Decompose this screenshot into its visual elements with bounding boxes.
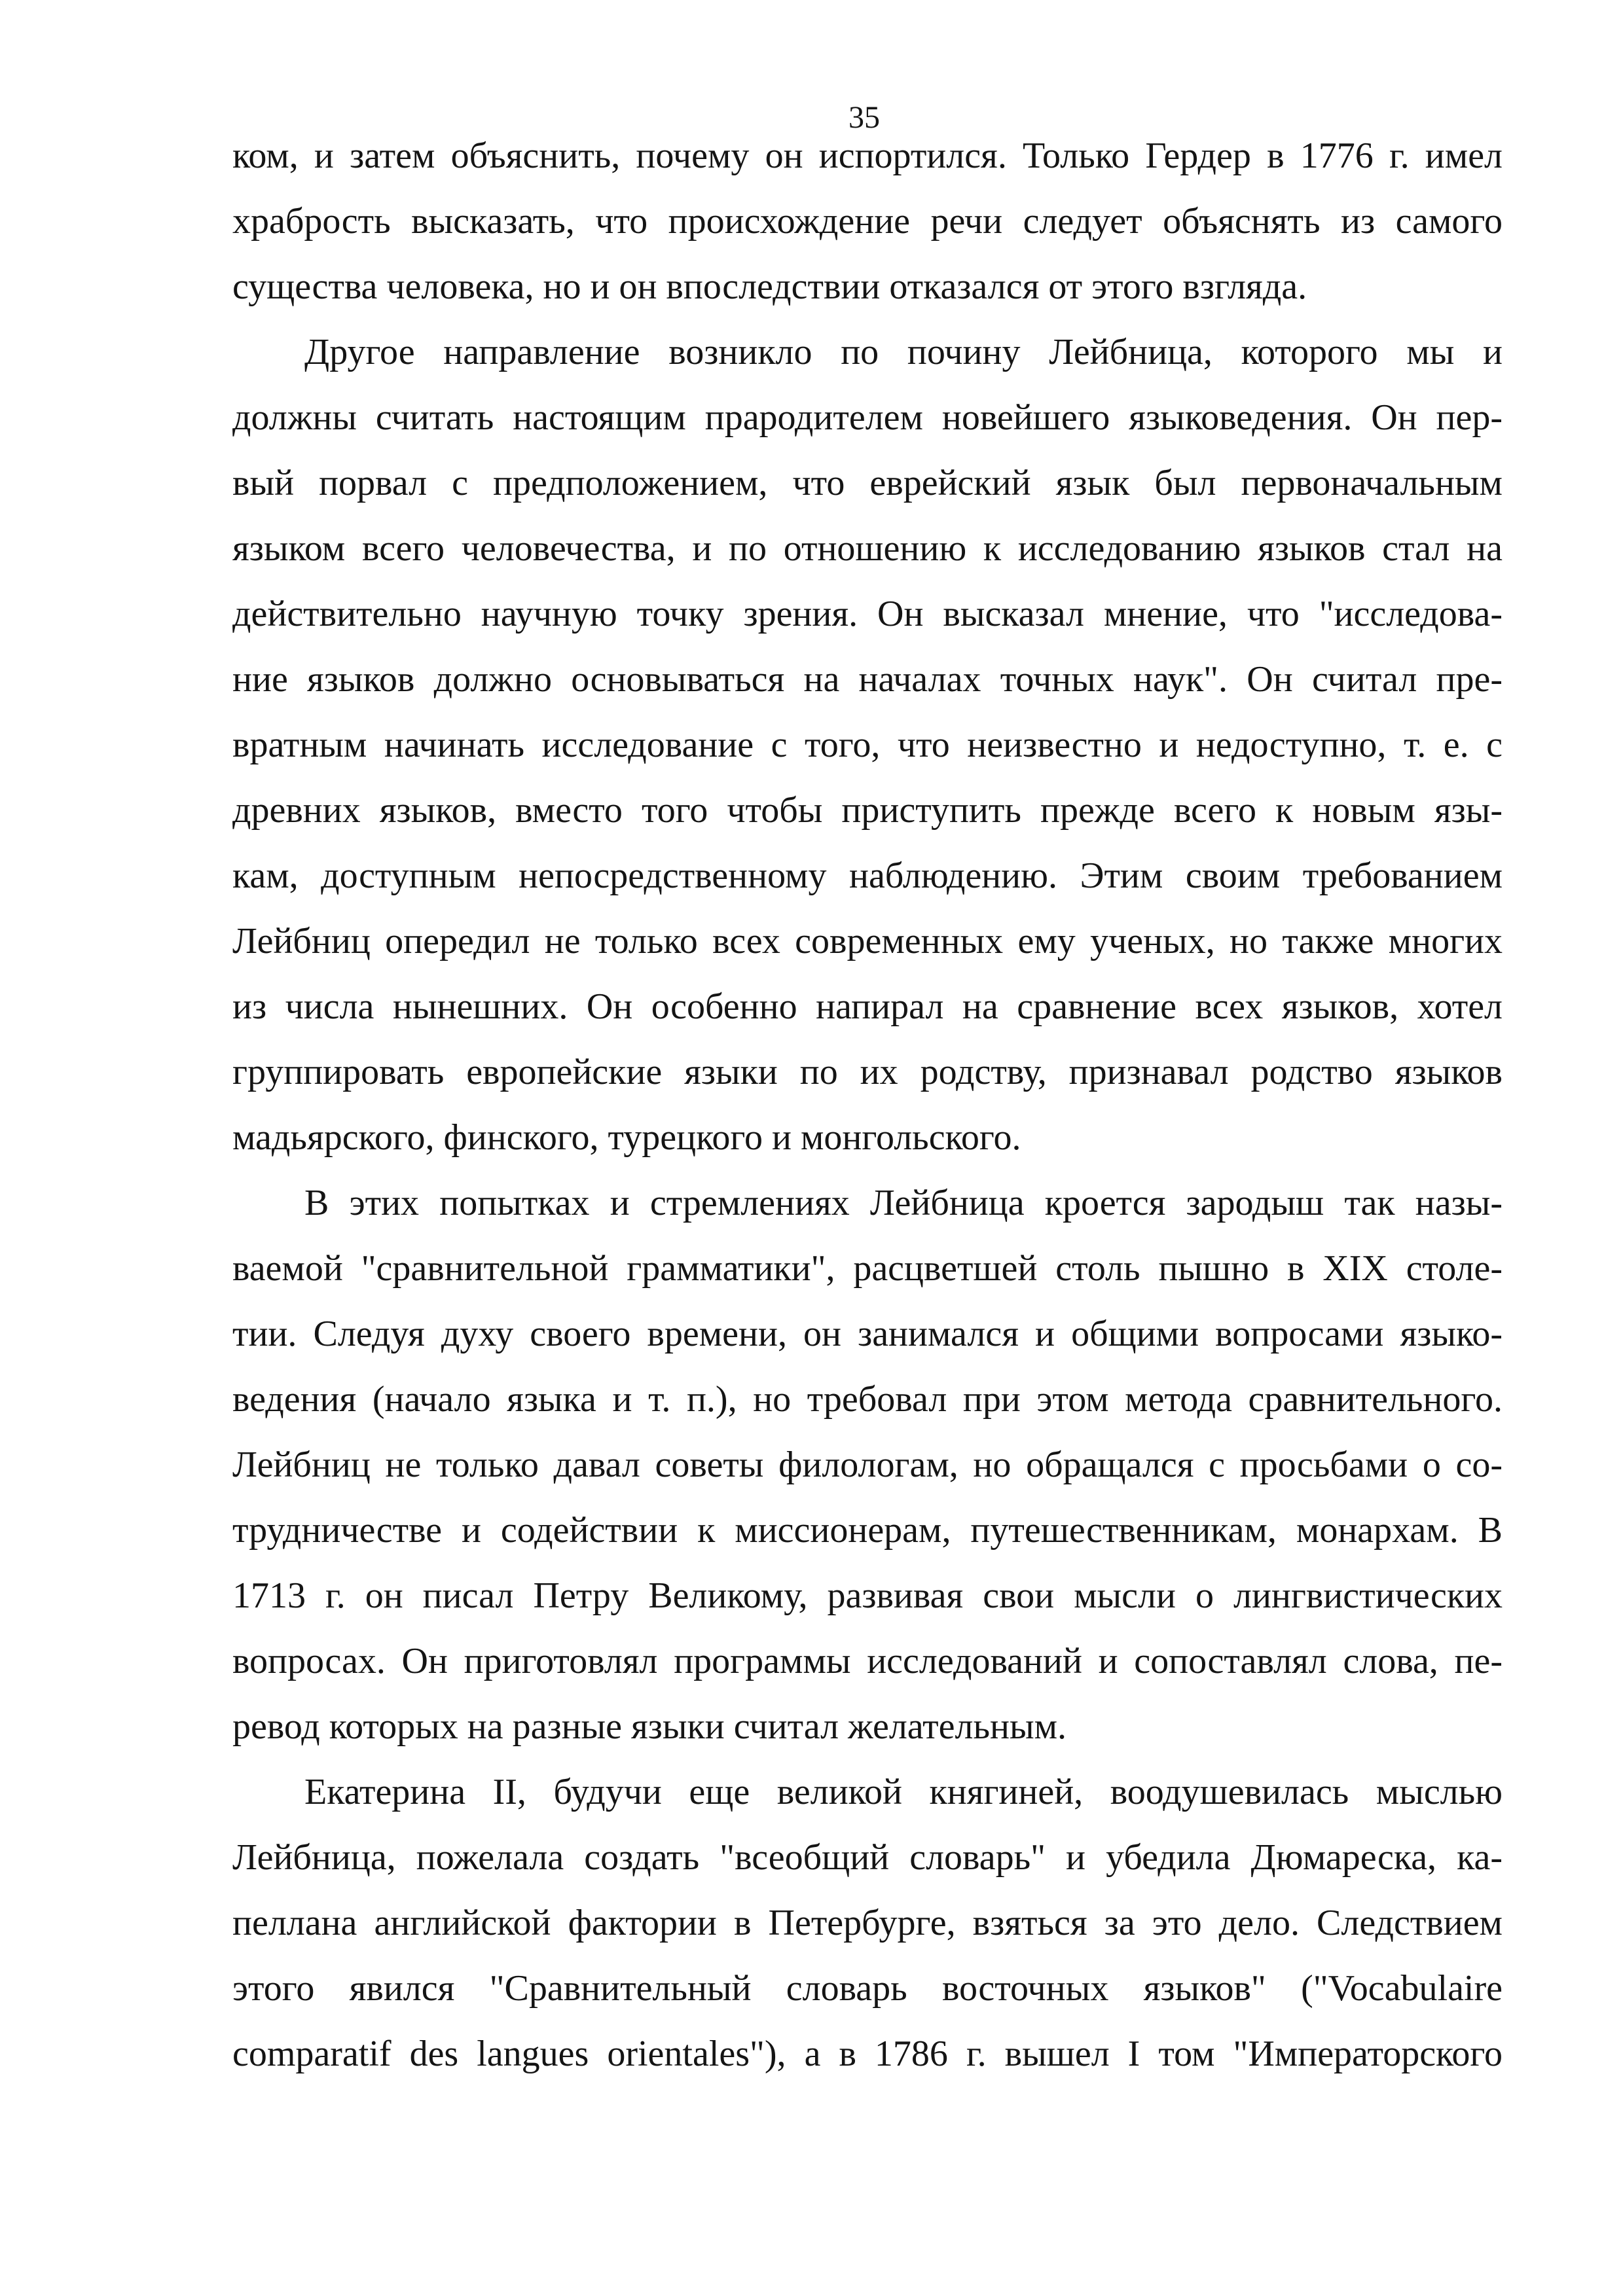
text-line: В этих попытках и стремлениях Лейбница кроется зародыш так назы- [304,1183,1503,1223]
text-line: 1713 г. он писал Петру Великому, развивая свои мысли о лингвистических [232,1575,1503,1616]
text-line: вый порвал с предположением, что еврейский язык был первоначальным [232,463,1503,503]
text-line: Лейбница, пожелала создать "всеобщий словарь" и убедила Дюмареска, ка- [232,1837,1503,1878]
text-line: вратным начинать исследование с того, что неизвестно и недоступно, т. е. с [232,725,1503,765]
text-line: вопросах. Он приготовлял программы исследований и сопоставлял слова, пе- [232,1641,1503,1681]
text-line: храбрость высказать, что происхождение речи следует объяснять из самого [232,201,1503,242]
text-line: Другое направление возникло по почину Лейбница, которого мы и [304,332,1503,372]
text-line: из числа нынешних. Он особенно напирал на сравнение всех языков, хотел [232,986,1503,1027]
text-line: существа человека, но и он впоследствии отказался от этого взгляда. [232,266,1307,307]
text-line: comparatif des langues orientales"), а в 1786 г. вышел I том "Императорского [232,2034,1503,2074]
text-line: Екатерина II, будучи еще великой княгиней, воодушевилась мыслью [304,1772,1503,1812]
text-line: Лейбниц не только давал советы филологам, но обращался с просьбами о со- [232,1444,1503,1485]
text-line: ние языков должно основываться на началах точных наук". Он считал пре- [232,659,1503,700]
text-line: кам, доступным непосредственному наблюдению. Этим своим требованием [232,855,1503,896]
text-line: ваемой "сравнительной грамматики", расцветшей столь пышно в XIX столе- [232,1248,1503,1289]
text-line: этого явился "Сравнительный словарь восточных языков" ("Vocabulaire [232,1968,1503,2009]
text-line: должны считать настоящим прародителем новейшего языковедения. Он пер- [232,397,1503,438]
text-line: языком всего человечества, и по отношению к исследованию языков стал на [232,528,1503,569]
text-line: действительно научную точку зрения. Он высказал мнение, что "исследова- [232,594,1503,634]
text-line: группировать европейские языки по их родству, признавал родство языков [232,1052,1503,1092]
text-line: ревод которых на разные языки считал желательным. [232,1706,1067,1747]
page-number: 35 [848,100,880,135]
text-line: трудничестве и содействии к миссионерам, путешественникам, монархам. В [232,1510,1503,1551]
text-line: тии. Следуя духу своего времени, он занимался и общими вопросами языко- [232,1314,1503,1354]
text-line: пеллана английской фактории в Петербурге, взяться за это дело. Следствием [232,1903,1503,1943]
text-line: Лейбниц опередил не только всех современных ему ученых, но также многих [232,921,1503,961]
text-line: ком, и затем объяснить, почему он испортился. Только Гердер в 1776 г. имел [232,135,1503,176]
text-line: ведения (начало языка и т. п.), но требовал при этом метода сравнительного. [232,1379,1503,1420]
text-line: мадьярского, финского, турецкого и монгольского. [232,1117,1021,1158]
text-line: древних языков, вместо того чтобы приступить прежде всего к новым язы- [232,790,1503,831]
